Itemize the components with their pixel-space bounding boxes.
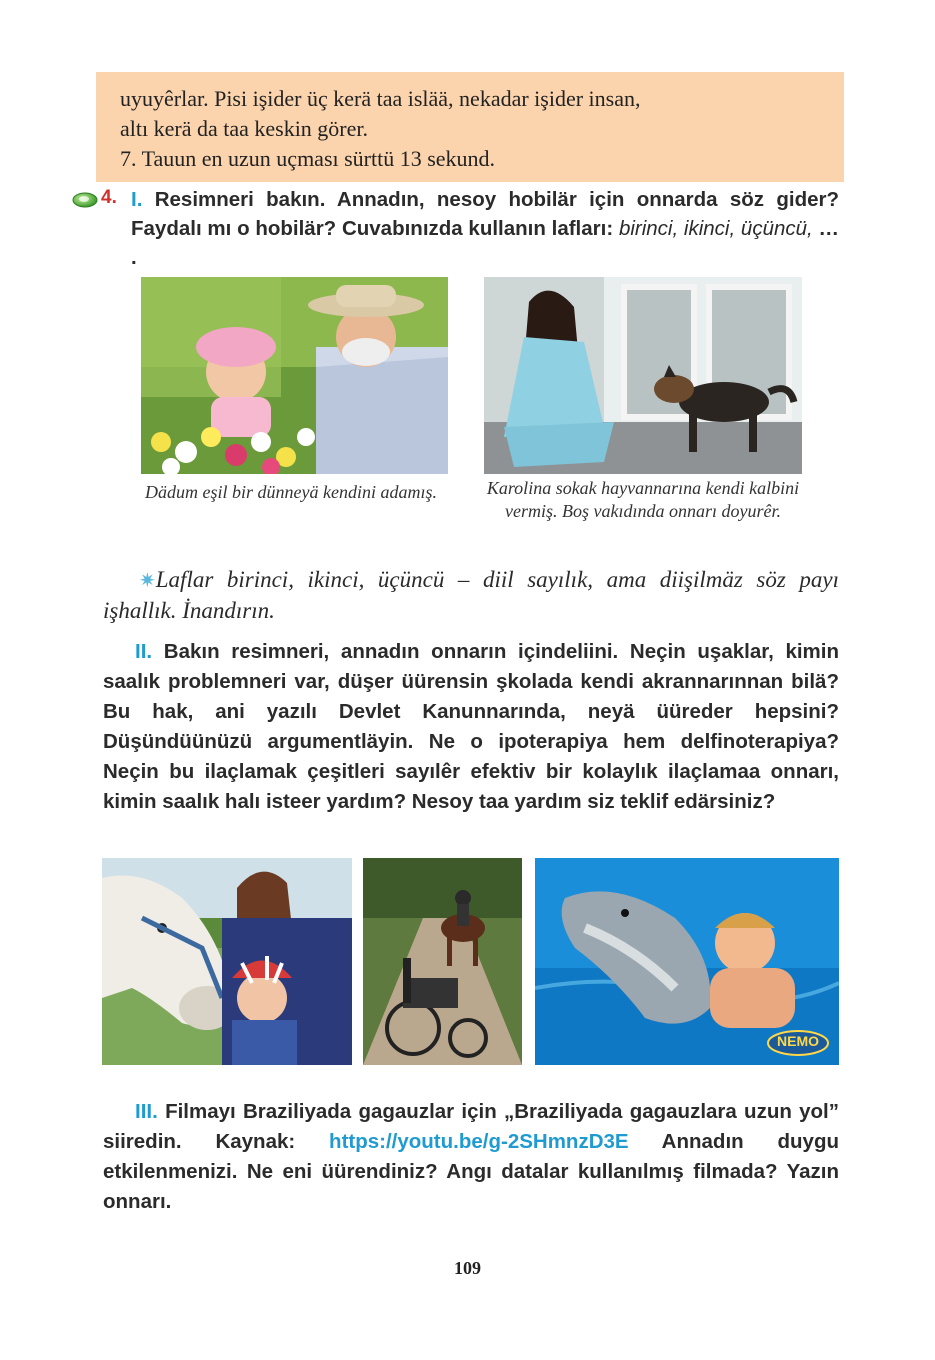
- caption-photo-2: Karolina sokak hayvannarına kendi kalbini vermiş. Boş vakıdında onnarı doyurêr.: [486, 478, 800, 521]
- caption-photo-1: Dädum eşil bir dünneyä kendini adamış.: [145, 482, 437, 502]
- part-1-words: birinci, ikinci, üçüncü,: [618, 217, 813, 240]
- part-1-text: Resimneri bakın. Annadın, nesoy hobilär için onnarda söz gider? Faydalı mı o hobilär? Cuvabınızda kullanın lafları:: [131, 188, 840, 240]
- note-text: [103, 565, 839, 626]
- part-2-text: Bakın resimneri, annadın onnarın içindeliini. Neçin uşaklar, kimin saalık problemneri var, düşer üürensin şkolada kendi akrannarınnan bilä? Bu hak, ani yazılı Devlet Kanunnarında, neyä üüreder hepsini? Düşündüünüzü argumentläyin. Ne o ipoterapiya hem delfinoterapiya? Neçin bu ilaçlamak çeşitleri sayılêr efektiv bir kolaylık ilaçlamaa onnarı, kimin saalık halı isteer yardım? Nesoy taa yardım siz teklif edärsiniz?: [103, 640, 839, 813]
- nemo-logo: NEMO: [777, 1033, 819, 1049]
- task-marker-icon: [72, 192, 98, 208]
- photo-dolphin-boy: [535, 858, 839, 1065]
- info-line-3: 7. Tauun en uzun uçması sürttü 13 sekund.: [120, 146, 496, 171]
- part-2-paragraph: [103, 637, 839, 817]
- part-3-text-after: Annadın duygu etkilenmenizi. Ne eni üürendiniz? Angı datalar kullanılmış filmada? Yazın onnarı.: [103, 1130, 839, 1213]
- info-line-1: uyuyêrlar. Pisi işider üç kerä taa islää, nekadar işider insan,: [120, 86, 641, 111]
- star-icon: ✷: [139, 570, 156, 592]
- info-box: [96, 72, 844, 182]
- photo-horse-wheelchair: [363, 858, 522, 1065]
- note-body: Laflar birinci, ikinci, üçüncü – diil sayılık, ama diişilmäz söz payı işhallık. İnandırın.: [103, 567, 839, 623]
- task-number: 4.: [101, 187, 117, 208]
- part-1-ellipsis: … .: [131, 217, 840, 269]
- page-number: 109: [454, 1258, 481, 1278]
- task-4-instructions: [131, 185, 839, 272]
- video-link[interactable]: https://youtu.be/g-2SHmnzD3E: [329, 1130, 629, 1153]
- part-3-label: III.: [135, 1100, 158, 1123]
- photo-woman-dog: [484, 277, 802, 474]
- photo-horse-boy: [102, 858, 352, 1065]
- info-line-2: altı kerä da taa keskin görer.: [120, 116, 369, 141]
- part-3-text-before: Filmayı Braziliyada gagauzlar için „Braziliyada gagauzlara uzun yol” siiredin. Kaynak:: [103, 1100, 839, 1153]
- photo-grandfather-girl: [141, 277, 448, 474]
- part-2-label: II.: [135, 640, 153, 663]
- part-1-label: I.: [131, 188, 143, 211]
- part-3-paragraph: [103, 1097, 839, 1217]
